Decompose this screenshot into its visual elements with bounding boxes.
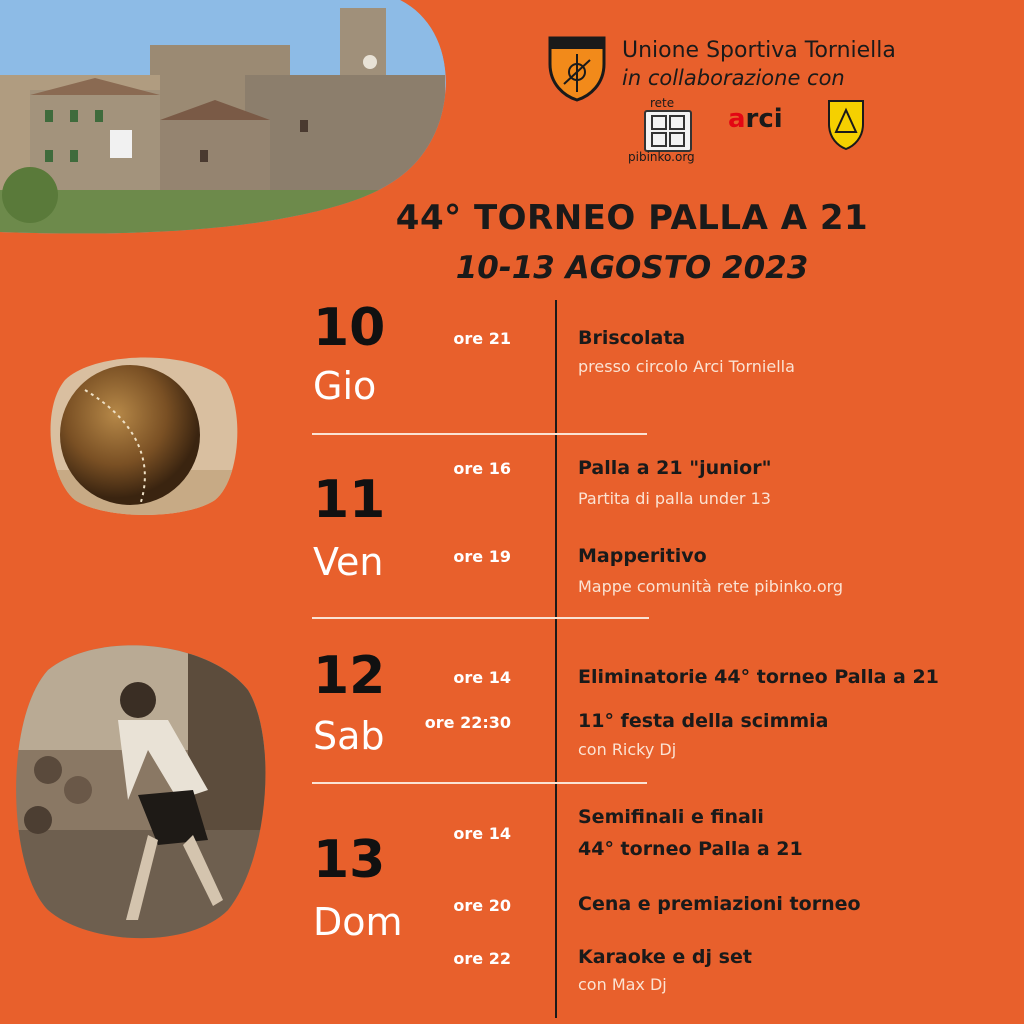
event-title: 44° TORNEO PALLA A 21 (395, 198, 869, 238)
event-time: ore 21 (453, 329, 511, 348)
event-subtitle: con Ricky Dj (578, 740, 677, 759)
arci-logo (728, 104, 783, 134)
day-separator (312, 433, 647, 435)
yellow-shield-logo (826, 98, 866, 152)
day-number: 12 (313, 646, 386, 706)
event-title-text: Eliminatorie 44° torneo Palla a 21 (578, 666, 939, 688)
day-number: 10 (313, 298, 386, 358)
timeline-divider (555, 300, 557, 1018)
event-title-text: Karaoke e dj set (578, 946, 752, 968)
day-name: Sab (313, 714, 385, 758)
event-time: ore 22 (453, 949, 511, 968)
arci-logo-a: a (728, 104, 746, 134)
event-time: ore 22:30 (424, 713, 511, 732)
rete-url: pibinko.org (628, 150, 695, 164)
player-photo (8, 630, 268, 942)
day-name: Gio (313, 364, 377, 408)
event-subtitle: presso circolo Arci Torniella (578, 357, 795, 376)
arci-logo-text: rci (745, 104, 783, 134)
event-subtitle: Partita di palla under 13 (578, 489, 771, 508)
day-name: Dom (313, 900, 403, 944)
org-name: Unione Sportiva Torniella (622, 38, 896, 63)
rete-label: rete (650, 96, 675, 110)
collab-text: in collaborazione con (622, 66, 845, 90)
leather-ball-photo (45, 350, 240, 518)
event-subtitle: con Max Dj (578, 975, 667, 994)
torniella-shield-logo (546, 34, 608, 102)
event-title-text: Mapperitivo (578, 545, 707, 567)
event-title-text: Semifinali e finali (578, 806, 764, 828)
event-time: ore 16 (453, 459, 511, 478)
event-title-text: 11° festa della scimmia (578, 710, 829, 732)
event-time: ore 19 (453, 547, 511, 566)
event-title-text: Briscolata (578, 327, 686, 349)
event-title-text: Palla a 21 "junior" (578, 457, 772, 479)
day-number: 11 (313, 470, 386, 530)
event-time: ore 20 (453, 896, 511, 915)
event-time: ore 14 (453, 668, 511, 687)
event-dates: 10-13 AGOSTO 2023 (455, 250, 809, 286)
event-title-text: Cena e premiazioni torneo (578, 893, 861, 915)
event-subtitle: Mappe comunità rete pibinko.org (578, 577, 844, 596)
day-number: 13 (313, 830, 386, 890)
day-name: Ven (313, 540, 384, 584)
pibinko-logo-icon (644, 110, 692, 152)
event-title-text-line2: 44° torneo Palla a 21 (578, 838, 803, 860)
day-separator (312, 782, 647, 784)
event-time: ore 14 (453, 824, 511, 843)
day-separator (312, 617, 649, 619)
